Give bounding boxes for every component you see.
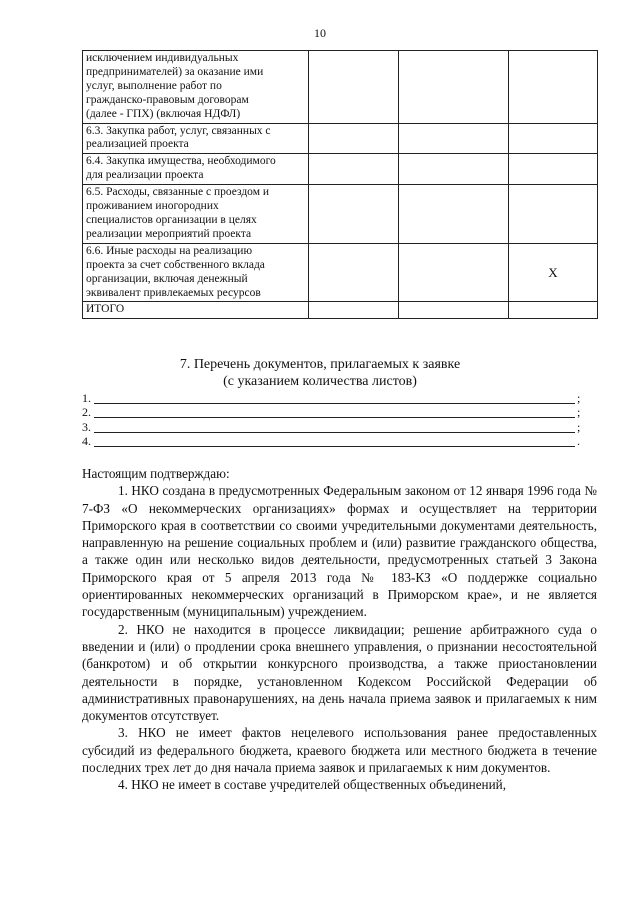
document-list <box>82 391 582 449</box>
document-line <box>82 391 582 406</box>
table-cell <box>309 51 399 124</box>
line-number: 1. <box>82 390 91 405</box>
section-7-heading <box>0 356 640 390</box>
line-end: ; <box>577 419 581 434</box>
document-line <box>82 406 582 421</box>
table-cell <box>399 243 509 302</box>
confirmation-lead: Настоящим подтверждаю: <box>82 466 230 481</box>
table-cell <box>309 154 399 185</box>
row-label: 6.5. Расходы, связанные с проездом и проживанием иногородних специалистов организации в целях реализации мероприятий проекта <box>83 185 309 244</box>
table-row-6-5 <box>83 185 598 244</box>
confirmation-section <box>82 465 597 794</box>
table-cell <box>399 185 509 244</box>
line-number: 4. <box>82 434 91 448</box>
paragraph-2: 2. НКО не находится в процессе ликвидации; решение арбитражного суда о введении и (или) о продлении срока внешнего управления, о признании несостоятельной (банкротом) и об открытии конкурсного производства, а также приостановлении деятельности в порядке, установленном Кодексом Российской Федерации об административных правонарушениях, на день начала приема заявок и прилагаемых к ним документов отсутствует. <box>82 621 597 724</box>
table-cell <box>509 123 598 154</box>
table-cell <box>309 123 399 154</box>
table-row-6-3 <box>83 123 598 154</box>
table-row-6-6 <box>83 243 598 302</box>
table-cell <box>399 51 509 124</box>
table-cell <box>509 154 598 185</box>
row-label: 6.4. Закупка имущества, необходимого для реализации проекта <box>83 154 309 185</box>
paragraph-1: 1. НКО создана в предусмотренных Федеральным законом от 12 января 1996 года № 7-ФЗ «О некоммерческих организациях» формах и осуществляет на территории Приморского края в соответствии со своими учредительными документами деятельность, направленную на решение социальных проблем и (или) развитие гражданского общества, а также один или несколько видов деятельности, предусмотренных статьей 3 Закона Приморского края от 5 апреля 2013 года № 183-КЗ «О поддержке социально ориентированных некоммерческих организаций в Приморском крае», и не является государственным (муниципальным) учреждением. <box>82 483 597 620</box>
table-cell-mark: X <box>509 243 598 302</box>
document-line <box>82 435 582 450</box>
row-label: исключением индивидуальных предпринимателей) за оказание ими услуг, выполнение работ по гражданско-правовым договорам (далее - ГПХ) (включая НДФЛ) <box>83 51 309 124</box>
line-end: ; <box>577 405 581 419</box>
paragraph-4: 4. НКО не имеет в составе учредителей общественных объединений, <box>118 777 507 793</box>
section-subtitle: (с указанием количества листов) <box>223 374 417 389</box>
table-cell <box>509 185 598 244</box>
section-title: 7. Перечень документов, прилагаемых к заявке <box>179 357 461 372</box>
budget-table <box>82 50 598 319</box>
table-cell <box>309 302 399 319</box>
line-number: 2. <box>82 405 91 419</box>
table-cell <box>309 185 399 244</box>
document-line <box>82 420 582 435</box>
table-row-total <box>83 302 598 319</box>
table-cell <box>399 302 509 319</box>
page-number: 10 <box>314 26 326 40</box>
blank-line <box>94 437 575 447</box>
blank-line <box>94 408 575 418</box>
table-row-6-4 <box>83 154 598 185</box>
blank-line <box>94 423 575 433</box>
paragraph-3: 3. НКО не имеет фактов нецелевого использования ранее предоставленных субсидий из федерального бюджета, краевого бюджета или местного бюджета в течение последних трех лет до дня начала приема заявок и прилагаемых к ним документов. <box>82 725 597 776</box>
table-cell <box>399 123 509 154</box>
table-cell <box>509 302 598 319</box>
row-label: 6.3. Закупка работ, услуг, связанных с реализацией проекта <box>83 123 309 154</box>
row-label: 6.6. Иные расходы на реализацию проекта за счет собственного вклада организации, включая денежный эквивалент привлекаемых ресурсов <box>83 243 309 302</box>
line-end: . <box>577 434 580 448</box>
table-row-ghp <box>83 51 598 124</box>
table-cell <box>309 243 399 302</box>
row-label: ИТОГО <box>83 302 309 319</box>
table-cell <box>509 51 598 124</box>
table-cell <box>399 154 509 185</box>
blank-line <box>94 394 575 404</box>
line-number: 3. <box>82 419 91 434</box>
line-end: ; <box>577 390 581 405</box>
